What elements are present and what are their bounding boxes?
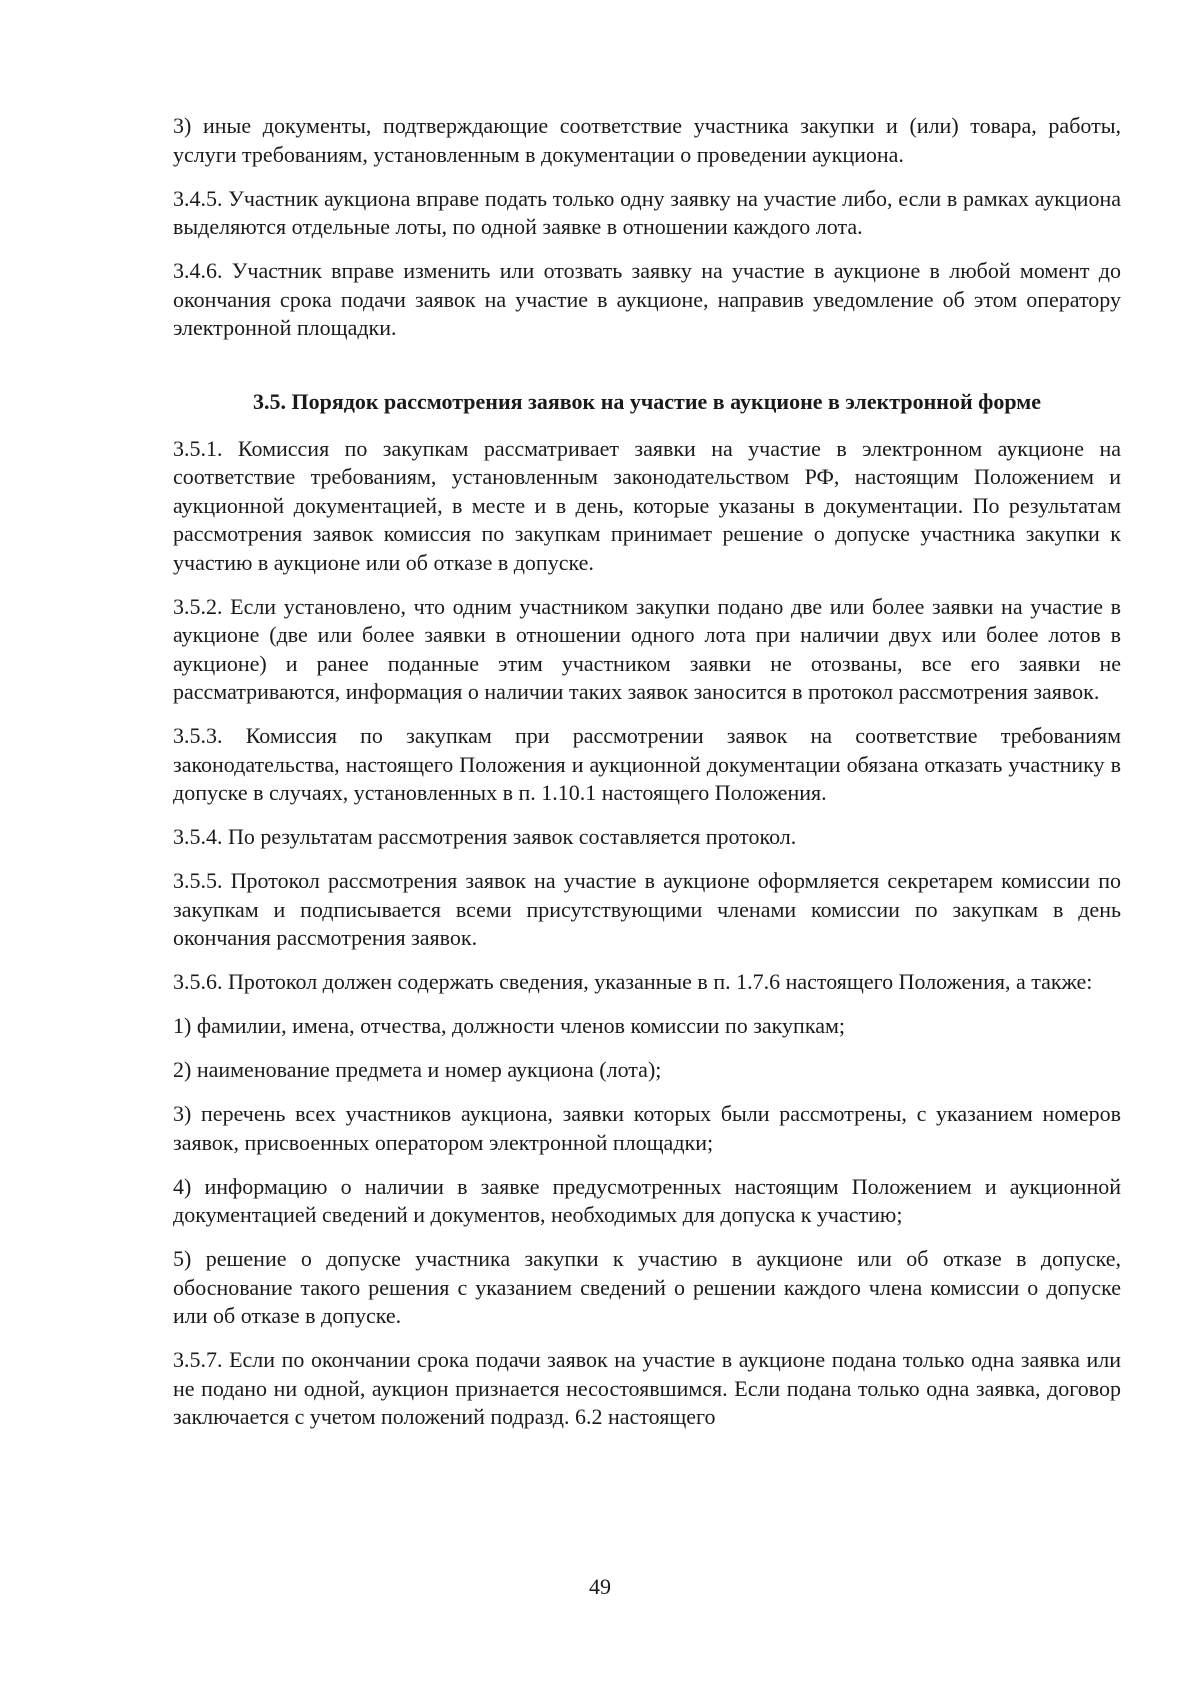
paragraph-3-5-1: 3.5.1. Комиссия по закупкам рассматривает заявки на участие в электронном аукционе на соответствие требованиям, установленным законодательством РФ, настоящим Положением и аукционной документацией, в месте и в день, которые указаны в документации. По результатам рассмотрения заявок комиссия по закупкам принимает решение о допуске участника закупки к участию в аукционе или об отказе в допуске. bbox=[173, 435, 1121, 575]
list-item-2: 2) наименование предмета и номер аукциона (лота); bbox=[173, 1057, 662, 1082]
paragraph-3-5-5: 3.5.5. Протокол рассмотрения заявок на участие в аукционе оформляется секретарем комиссии по закупкам и подписывается всеми присутствующими членами комиссии по закупкам в день окончания рассмотрения заявок. bbox=[173, 868, 1121, 950]
paragraph-3-5-3: 3.5.3. Комиссия по закупкам при рассмотрении заявок на соответствие требованиям законодательства, настоящего Положения и аукционной документации обязана отказать участнику в допуске в случаях, установленных в п. 1.10.1 настоящего Положения. bbox=[173, 723, 1121, 805]
paragraph-3-4-5: 3.4.5. Участник аукциона вправе подать только одну заявку на участие либо, если в рамках аукциона выделяются отдельные лоты, по одной заявке в отношении каждого лота. bbox=[173, 185, 1121, 239]
paragraph-3-5-2: 3.5.2. Если установлено, что одним участником закупки подано две или более заявки на участие в аукционе (две или более заявки в отношении одного лота при наличии двух или более лотов в аукционе) и ранее поданные этим участником заявки не отозваны, все его заявки не рассматриваются, информация о наличии таких заявок заносится в протокол рассмотрения заявок. bbox=[173, 593, 1121, 704]
list-item-4: 4) информацию о наличии в заявке предусмотренных настоящим Положением и аукционной документацией сведений и документов, необходимых для допуска к участию; bbox=[173, 1173, 1121, 1227]
paragraph-3-5-7: 3.5.7. Если по окончании срока подачи заявок на участие в аукционе подана только одна заявка или не подано ни одной, аукцион признается несостоявшимся. Если подана только одна заявка, договор заключается с учетом положений подразд. 6.2 настоящего bbox=[173, 1347, 1121, 1429]
list-item-5: 5) решение о допуске участника закупки к участию в аукционе или об отказе в допуске, обоснование такого решения с указанием сведений о решении каждого члена комиссии о допуске или об отказе в допуске. bbox=[173, 1246, 1121, 1328]
document-body bbox=[173, 112, 1121, 1447]
list-item-3: 3) перечень всех участников аукциона, заявки которых были рассмотрены, с указанием номеров заявок, присвоенных оператором электронной площадки; bbox=[173, 1101, 1121, 1155]
section-spacer bbox=[173, 358, 1121, 388]
page-number: 49 bbox=[589, 1574, 611, 1599]
paragraph-3-5-4: 3.5.4. По результатам рассмотрения заявок составляется протокол. bbox=[173, 824, 797, 849]
paragraph-3-5-6: 3.5.6. Протокол должен содержать сведения, указанные в п. 1.7.6 настоящего Положения, а также: bbox=[173, 969, 1093, 994]
section-heading-3-5: 3.5. Порядок рассмотрения заявок на участие в аукционе в электронной форме bbox=[252, 389, 1041, 414]
paragraph-3-4-6: 3.4.6. Участник вправе изменить или отозвать заявку на участие в аукционе в любой момент до окончания срока подачи заявок на участие в аукционе, направив уведомление об этом оператору электронной площадки. bbox=[173, 258, 1121, 340]
list-item-1: 1) фамилии, имена, отчества, должности членов комиссии по закупкам; bbox=[173, 1013, 845, 1038]
paragraph-item-3: 3) иные документы, подтверждающие соответствие участника закупки и (или) товара, работы, услуги требованиям, установленным в документации о проведении аукциона. bbox=[173, 113, 1121, 167]
